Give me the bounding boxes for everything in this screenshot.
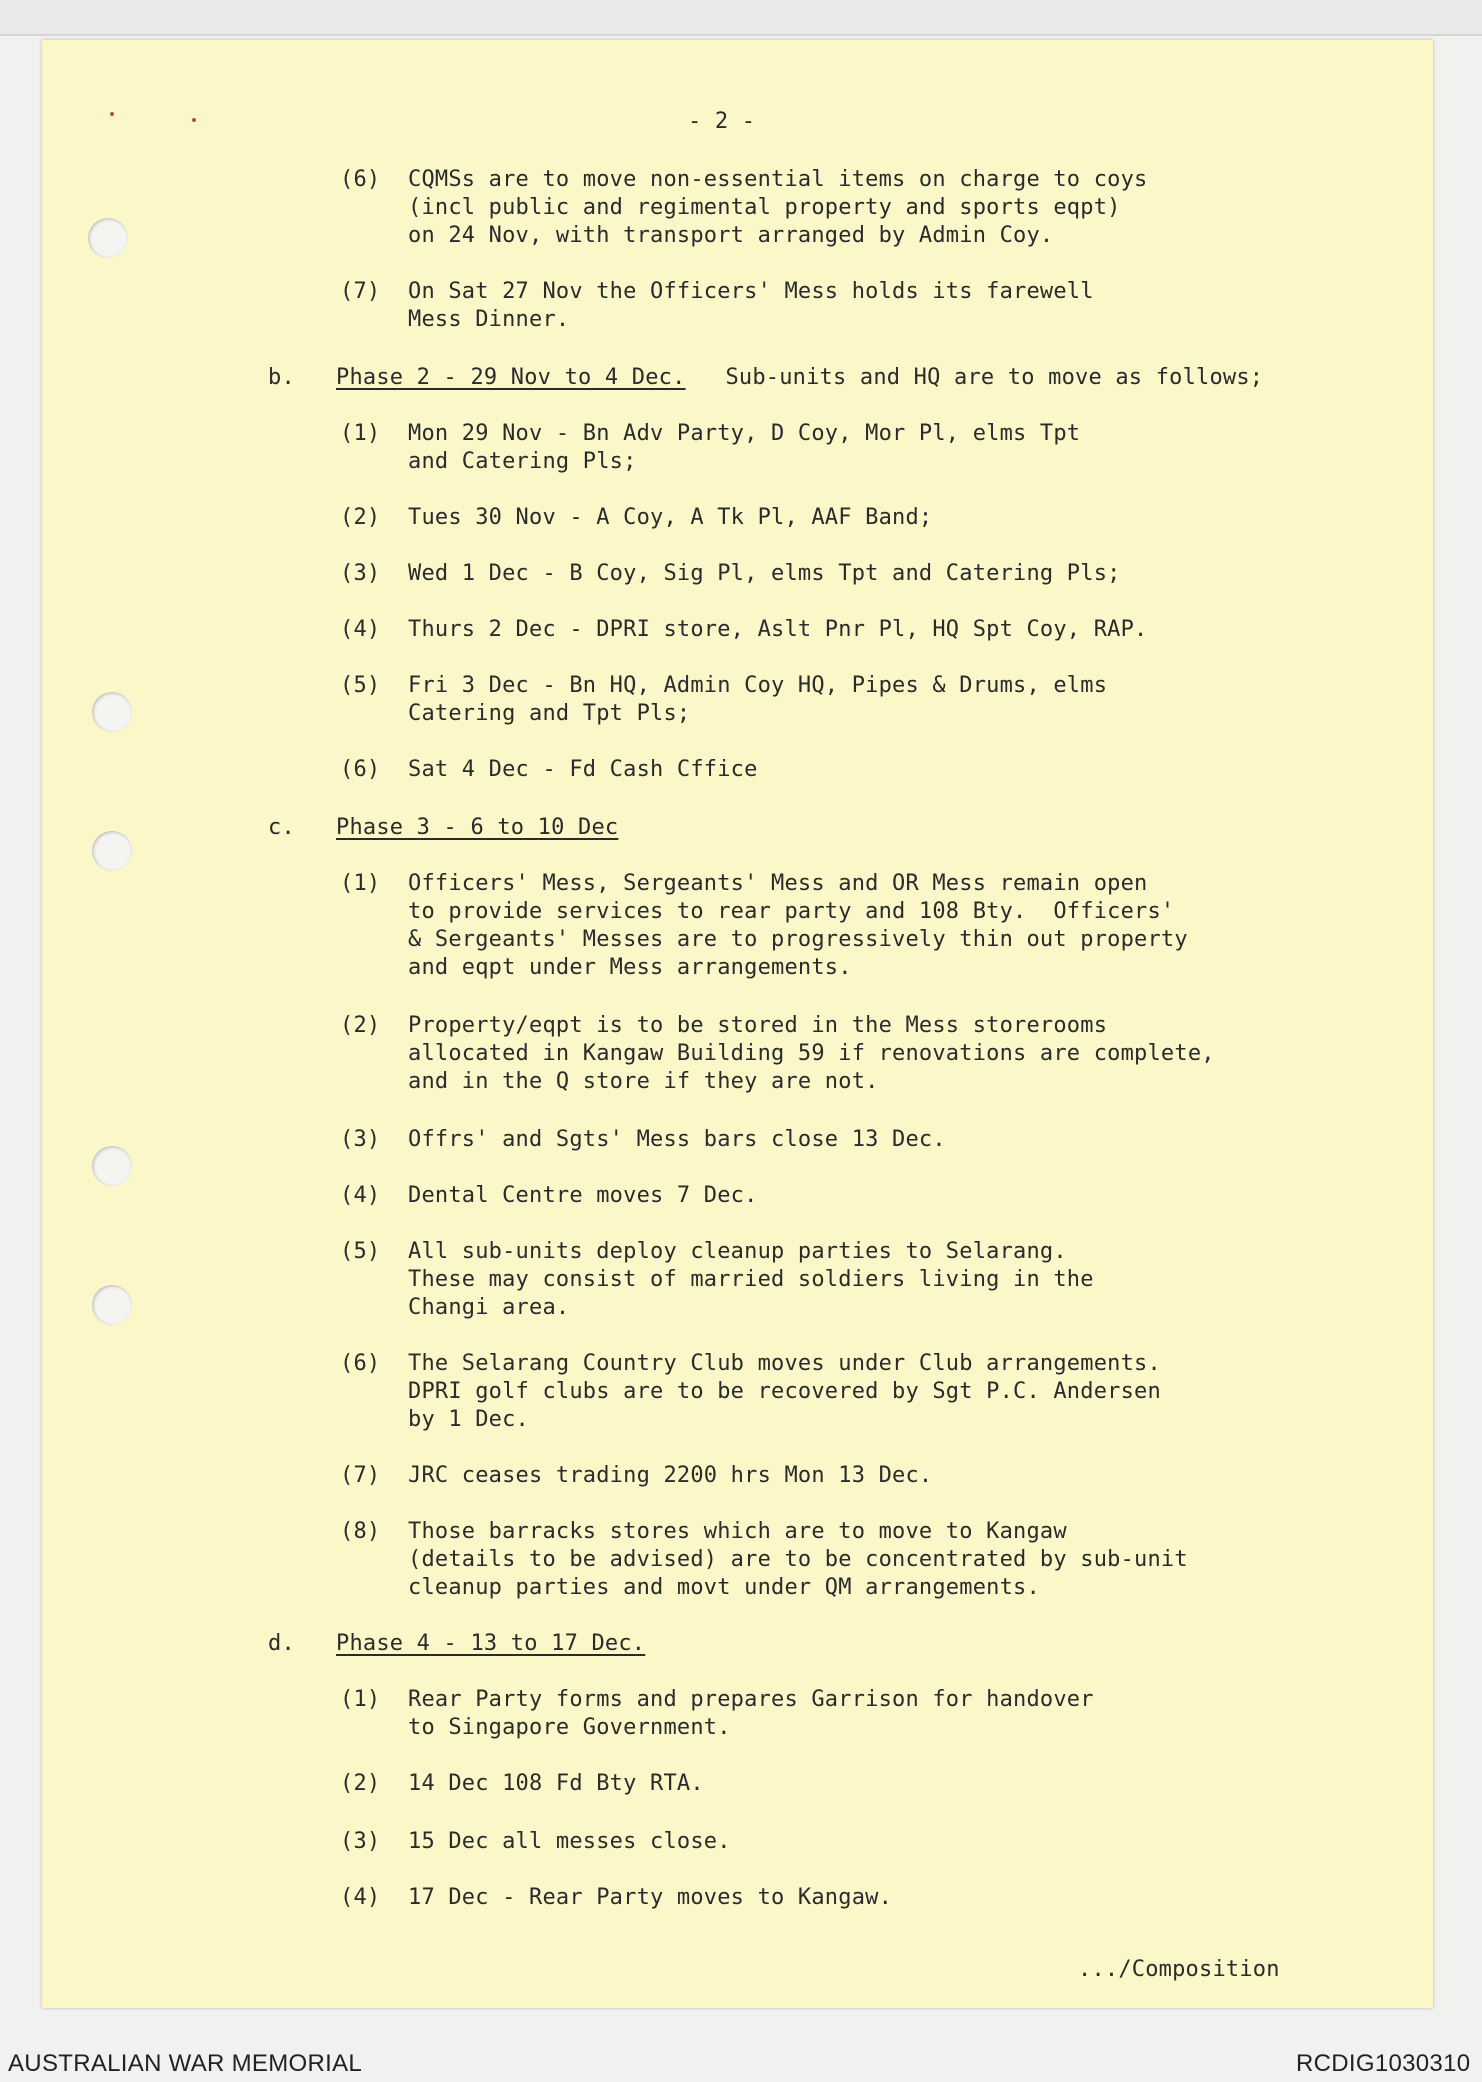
item-number: (5) [340, 1239, 381, 1264]
item-line: Tues 30 Nov - A Coy, A Tk Pl, AAF Band; [408, 505, 933, 530]
item-line: All sub-units deploy cleanup parties to Selarang. [408, 1239, 1067, 1264]
footer-reference-id: RCDIG1030310 [1296, 2050, 1471, 2077]
punch-hole [92, 692, 132, 732]
item-line: by 1 Dec. [408, 1407, 530, 1432]
section-letter: b. [268, 365, 295, 390]
footer-source: AUSTRALIAN WAR MEMORIAL [8, 2050, 363, 2077]
item-number: (1) [340, 421, 381, 446]
item-line: On Sat 27 Nov the Officers' Mess holds its farewell [408, 279, 1094, 304]
item-line: Rear Party forms and prepares Garrison for handover [408, 1687, 1094, 1712]
section-heading-rest: Sub-units and HQ are to move as follows; [712, 365, 1264, 390]
item-number: (4) [340, 1183, 381, 1208]
item-line: Changi area. [408, 1295, 570, 1320]
item-number: (2) [340, 1013, 381, 1038]
item-number: (1) [340, 871, 381, 896]
item-number: (6) [340, 1351, 381, 1376]
item-line: Sat 4 Dec - Fd Cash Cffice [408, 757, 758, 782]
item-line: Mon 29 Nov - Bn Adv Party, D Coy, Mor Pl, elms Tpt [408, 421, 1081, 446]
item-line: to provide services to rear party and 108 Bty. Officers' [408, 899, 1175, 924]
item-number: (7) [340, 279, 381, 304]
item-number: (7) [340, 1463, 381, 1488]
section-heading: Phase 3 - 6 to 10 Dec [336, 815, 619, 840]
item-line: (incl public and regimental property and sports eqpt) [408, 195, 1121, 220]
ink-speck [110, 112, 114, 116]
item-line: and eqpt under Mess arrangements. [408, 955, 852, 980]
item-number: (3) [340, 561, 381, 586]
item-line: allocated in Kangaw Building 59 if renovations are complete, [408, 1041, 1215, 1066]
item-line: Officers' Mess, Sergeants' Mess and OR Mess remain open [408, 871, 1148, 896]
item-line: 17 Dec - Rear Party moves to Kangaw. [408, 1885, 893, 1910]
item-line: on 24 Nov, with transport arranged by Admin Coy. [408, 223, 1054, 248]
item-line: 14 Dec 108 Fd Bty RTA. [408, 1771, 704, 1796]
item-line: to Singapore Government. [408, 1715, 731, 1740]
item-line: Fri 3 Dec - Bn HQ, Admin Coy HQ, Pipes & Drums, elms [408, 673, 1108, 698]
item-line: & Sergeants' Messes are to progressively thin out property [408, 927, 1188, 952]
punch-hole [88, 218, 128, 258]
item-line: Catering and Tpt Pls; [408, 701, 691, 726]
item-number: (6) [340, 757, 381, 782]
item-line: Thurs 2 Dec - DPRI store, Aslt Pnr Pl, HQ Spt Coy, RAP. [408, 617, 1148, 642]
item-number: (3) [340, 1127, 381, 1152]
punch-hole [92, 1285, 132, 1325]
item-number: (8) [340, 1519, 381, 1544]
punch-hole [92, 1146, 132, 1186]
item-number: (3) [340, 1829, 381, 1854]
item-line: and Catering Pls; [408, 449, 637, 474]
item-line: (details to be advised) are to be concentrated by sub-unit [408, 1547, 1188, 1572]
section-letter: c. [268, 815, 295, 840]
page-number: - 2 - [688, 109, 756, 134]
punch-hole [92, 831, 132, 871]
item-number: (1) [340, 1687, 381, 1712]
section-letter: d. [268, 1631, 295, 1656]
item-line: CQMSs are to move non-essential items on charge to coys [408, 167, 1148, 192]
section-heading: Phase 2 - 29 Nov to 4 Dec. [336, 365, 686, 390]
item-line: 15 Dec all messes close. [408, 1829, 731, 1854]
item-line: Those barracks stores which are to move to Kangaw [408, 1519, 1067, 1544]
item-number: (4) [340, 617, 381, 642]
item-number: (4) [340, 1885, 381, 1910]
item-line: cleanup parties and movt under QM arrangements. [408, 1575, 1040, 1600]
item-line: Mess Dinner. [408, 307, 570, 332]
continuation-note: .../Composition [1078, 1957, 1280, 1982]
item-line: and in the Q store if they are not. [408, 1069, 879, 1094]
item-number: (5) [340, 673, 381, 698]
item-line: DPRI golf clubs are to be recovered by Sgt P.C. Andersen [408, 1379, 1161, 1404]
viewer-top-bar [0, 0, 1482, 36]
item-number: (2) [340, 1771, 381, 1796]
item-line: Property/eqpt is to be stored in the Mess storerooms [408, 1013, 1108, 1038]
item-line: The Selarang Country Club moves under Club arrangements. [408, 1351, 1161, 1376]
item-line: Dental Centre moves 7 Dec. [408, 1183, 758, 1208]
item-line: Wed 1 Dec - B Coy, Sig Pl, elms Tpt and Catering Pls; [408, 561, 1121, 586]
item-line: JRC ceases trading 2200 hrs Mon 13 Dec. [408, 1463, 933, 1488]
item-number: (2) [340, 505, 381, 530]
ink-speck [192, 118, 196, 122]
item-line: These may consist of married soldiers living in the [408, 1267, 1094, 1292]
section-heading: Phase 4 - 13 to 17 Dec. [336, 1631, 646, 1656]
item-line: Offrs' and Sgts' Mess bars close 13 Dec. [408, 1127, 946, 1152]
item-number: (6) [340, 167, 381, 192]
